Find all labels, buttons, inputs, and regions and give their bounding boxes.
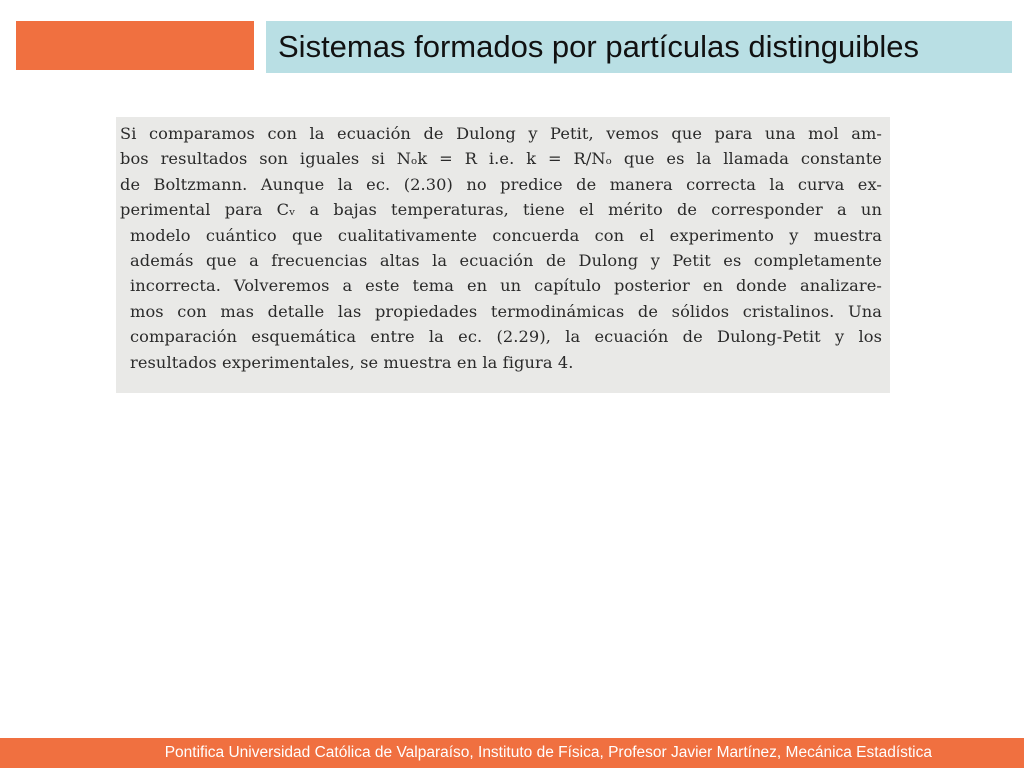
scanned-text-line: modelo cuántico que cualitativamente concuerda con el experimento y muestra [130,225,882,245]
scanned-text-line: Si comparamos con la ecuación de Dulong y Petit, vemos que para una mol am- [120,124,882,143]
scanned-text-line: comparación esquemática entre la ec. (2.29), la ecuación de Dulong-Petit y los [130,327,882,347]
scanned-text-line: perimental para Cᵥ a bajas temperaturas, tiene el mérito de corresponder a un [120,200,882,220]
scanned-text-line: de Boltzmann. Aunque la ec. (2.30) no predice de manera correcta la curva ex- [120,174,882,194]
scanned-text-line: mos con mas detalle las propiedades termodinámicas de sólidos cristalinos. Una [130,301,882,321]
accent-bar [16,21,254,70]
scanned-text-line: incorrecta. Volveremos a este tema en un capítulo posterior en donde analizare- [130,276,882,296]
scanned-text-line: además que a frecuencias altas la ecuación de Dulong y Petit es completamente [130,251,882,271]
footer-bar [0,738,1024,768]
scanned-text-line: resultados experimentales, se muestra en la figura 4. [130,352,574,372]
footer-text: Pontifica Universidad Católica de Valparaíso, Instituto de Física, Profesor Javier Martínez, Mecánica Estadística [164,744,932,761]
slide-title: Sistemas formados por partículas distinguibles [278,29,919,64]
title-box [266,21,1012,73]
scanned-text-image [116,117,890,393]
scanned-text-line: bos resultados son iguales si Nₒk = R i.e. k = R/Nₒ que es la llamada constante [120,149,882,169]
